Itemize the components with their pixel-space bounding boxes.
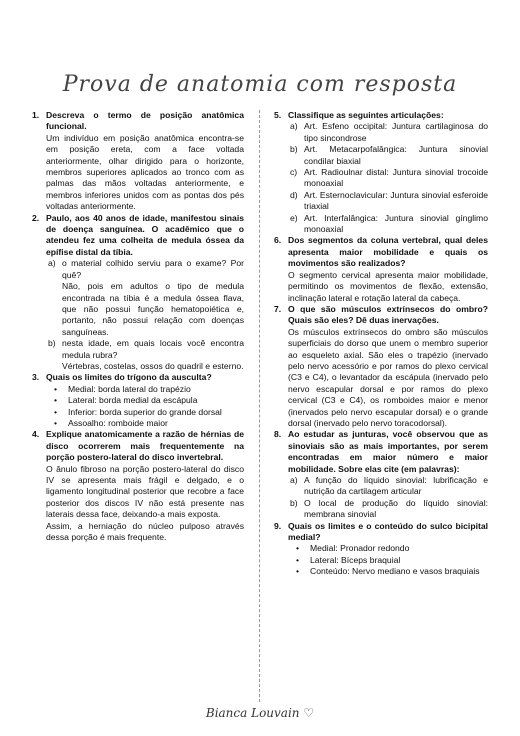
left-column (32, 110, 244, 543)
answer-text: O ânulo fibroso na porção postero-lateral do disco IV se apresenta mais frágil e delgado, e o ligamento longitudinal posterior que recobre a face posterior dos discos IV não está presente nas laterais dessa face, deixando-a mais exposta. (46, 463, 244, 520)
right-column (274, 110, 488, 578)
question-number: 9. (274, 520, 282, 531)
question-text: Ao estudar as junturas, você observou que as sinoviais são as mais importantes, por serem encontradas em maior número e maior mobilidade. Sobre elas cite (em palavras): (288, 429, 488, 474)
question-text: Quais os limites do trígono da ausculta? (46, 372, 212, 383)
question-number: 2. (32, 212, 40, 223)
column-divider (259, 110, 260, 702)
list-item: c) Art. Radioulnar distal: Juntura sinovial trocoide monoaxial (290, 167, 488, 189)
question-number: 5. (274, 110, 282, 120)
list-item: e) Art. Interfalângica: Juntura sinovial gínglimo monoaxial (290, 212, 488, 235)
heart-icon: ♡ (303, 706, 315, 720)
sub-letter: a) (48, 258, 56, 269)
question-1 (32, 110, 244, 213)
sub-question-text: nesta idade, em quais locais você encontra medula rubra? (62, 338, 244, 360)
list-item: a) Art. Esfeno occipital: Juntura cartilaginosa do tipo sincondrose (290, 121, 488, 143)
list-item: • Lateral: Bíceps braquial (296, 554, 401, 565)
answer-text: O segmento cervical apresenta maior mobilidade, permitindo os movimentos de flexão, extensão, inclinação lateral e rotação lateral da cabeça. (288, 269, 488, 303)
bullet-icon: • (296, 543, 300, 554)
question-number: 4. (32, 429, 40, 440)
question-3 (32, 372, 244, 429)
bullet-icon: • (296, 554, 300, 565)
bullet-icon: • (54, 395, 58, 406)
answer-text: Vértebras, costelas, ossos do quadril e esterno. (62, 360, 244, 371)
list-item: b) Art. Metacarpofalângica: Juntura sinovial condilar biaxial (290, 144, 488, 166)
list-item: • Medial: Pronador redondo (296, 543, 410, 554)
question-number: 6. (274, 235, 282, 246)
question-7 (274, 304, 488, 429)
question-text: Paulo, aos 40 anos de idade, manifestou sinais de doença sanguínea. O acadêmico que o atendeu fez uma colheita de medula óssea da epífise distal da tíbia. (46, 212, 244, 257)
question-6 (274, 235, 488, 303)
list-item: • Conteúdo: Nervo mediano e vasos braquiais (296, 566, 480, 577)
list-item: • Lateral: borda medial da escápula (54, 395, 198, 406)
answer-text: Os músculos extrínsecos do ombro são músculos superficiais do dorso que unem o membro superior ao esqueleto axial. São eles o trapézio (inervado pelo nervo acessório e por ramos do plexo cervical (C3 e C4), o levantador da escápula (inervado pelo nervo escapular dorsal e por ramos do plexo cervical (C3 e C4), os romboides maior e menor (inervados pelo nervo escapular dorsal) e o grande dorsal (inervado pelo nervo toracodorsal). (288, 326, 488, 428)
sub-question (48, 338, 244, 361)
question-4 (32, 429, 244, 543)
question-text: Classifique as seguintes articulações: (288, 110, 444, 120)
list-item: d) Art. Esternoclavicular: Juntura sinovial esferoide triaxial (290, 189, 488, 212)
page-title: Prova de anatomia com resposta (62, 72, 458, 97)
sub-question-text: o material colhido serviu para o exame? Por quê? (62, 258, 244, 280)
sub-question (48, 258, 244, 281)
question-2 (32, 213, 244, 373)
question-5 (274, 110, 488, 235)
question-8 (274, 429, 488, 520)
question-number: 3. (32, 372, 40, 383)
question-text: Dos segmentos da coluna vertebral, qual deles apresenta maior mobilidade e quais os movimentos são realizados? (288, 235, 488, 269)
question-text: Descreva o termo de posição anatômica funcional. (46, 110, 244, 132)
list-item: • Medial: borda lateral do trapézio (54, 383, 191, 394)
question-number: 7. (274, 303, 282, 314)
question-text: Explique anatomicamente a razão de hérnias de disco ocorrerem mais frequentemente na porção postero-lateral do disco invertebral. (46, 429, 244, 463)
list-item: a) A função do líquido sinovial: lubrificação e nutrição da cartilagem articular (290, 475, 488, 497)
bullet-icon: • (54, 417, 58, 428)
bullet-icon: • (296, 566, 300, 577)
question-text: O que são músculos extrínsecos do ombro? Quais são eles? Dê duas inervações. (288, 303, 488, 326)
question-text: Quais os limites e o conteúdo do sulco bicipital medial? (288, 520, 488, 543)
bullet-icon: • (54, 383, 58, 394)
answer-text: Assim, a herniação do núcleo pulposo através dessa porção é mais frequente. (46, 520, 244, 543)
question-number: 8. (274, 429, 282, 440)
sub-letter: b) (48, 338, 56, 349)
list-item: • Inferior: borda superior do grande dorsal (54, 406, 222, 417)
question-number: 1. (32, 110, 40, 120)
answer-text: Um indivíduo em posição anatômica encontra-se em posição ereta, com a face voltada anteriormente, olhar dirigido para o horizonte, membros superiores aplicados ao tronco com as palmas das mãos voltadas anteriormente, e membros inferiores unidos com as pontas dos pés voltadas anteriormente. (46, 132, 244, 212)
bullet-icon: • (54, 406, 58, 417)
list-item: b) O local de produção do líquido sinovial: membrana sinovial (290, 497, 488, 520)
question-9 (274, 521, 488, 578)
list-item: • Assoalho: romboide maior (54, 417, 168, 428)
answer-text: Não, pois em adultos o tipo de medula encontrada na tíbia é a medula óssea flava, que não possui função hematopoiética e, portanto, não possui relação com doenças sanguíneas. (62, 281, 244, 337)
signature: Bianca Louvain ♡ (205, 706, 315, 720)
